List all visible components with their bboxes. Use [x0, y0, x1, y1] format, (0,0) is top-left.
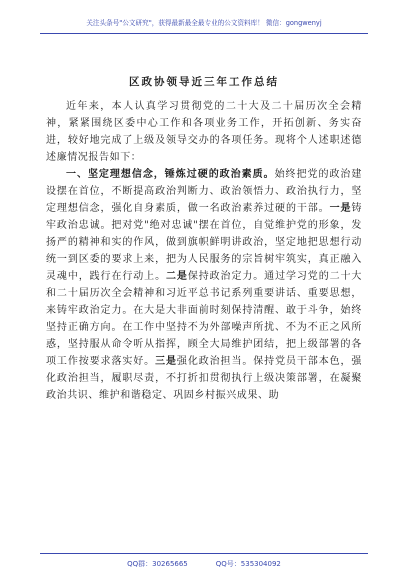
- point-label: 二是: [165, 271, 188, 282]
- section-heading: 一、坚定理想信念，锤炼过硬的政治素质。: [66, 169, 275, 180]
- footer-divider: [40, 553, 368, 554]
- document-body: [46, 98, 362, 404]
- point-label: 三是: [155, 356, 177, 367]
- document-title: 区政协领导近三年工作总结: [129, 76, 279, 88]
- point-heading: 保持政治定力。: [187, 271, 265, 282]
- header-divider: [40, 33, 368, 34]
- intro-paragraph: 近年来，本人认真学习贯彻党的二十大及二十届历次全会精神，紧紧围绕区委中心工作和各项业务工作，开拓创新、务实奋进，较好地完成了上级及领导交办的各项任务。现将个人述职述德述廉情况报告如下：: [46, 101, 362, 163]
- section-paragraph: [46, 166, 362, 404]
- point-heading: 铸牢政治忠诚。: [46, 203, 363, 231]
- footer-qq-group: QQ群：30265665: [127, 560, 188, 568]
- point-text: 保持党员干部本色，强化政治担当，履职尽责，不打折扣贯彻执行上级决策部署，在凝聚政治共识、维护和谐稳定、巩固乡村振兴成果、助: [46, 356, 363, 401]
- point-text: 通过学习党的二十大和二十届历次全会精神和习近平总书记系列重要讲话、重要思想，来铸牢政治定力。在大是大非面前时刻保持清醒、敢于斗争，始终坚持正确方向。在工作中坚持不为外部噪声所扰、不为不正之风所惑，坚持服从命令听从指挥，顾全大局维护团结，把上级部署的各项工作按要求落实好。: [46, 271, 363, 367]
- footer-qq: QQ号：535304092: [215, 560, 281, 568]
- point-heading: 强化政治担当。: [176, 356, 254, 367]
- footer: [0, 559, 408, 569]
- section-text: 始终把党的政治建设摆在首位，不断提高政治判断力、政治领悟力、政治执行力，坚定理想信念，强化自身素质，做一名政治素养过硬的干部。: [46, 169, 362, 214]
- header-banner: 关注头条号"公文研究"，获得最新最全最专业的公文资料库！ 微信：gongwenyj: [86, 19, 322, 27]
- point-text: 把对党"绝对忠诚"摆在首位，自觉维护党的形象，发扬严的精神和实的作风，做到旗帜鲜明讲政治，坚定地把思想行动统一到区委的要求上来，把为人民服务的宗旨树牢筑实，真正融入灵魂中，践行在行动上。: [46, 220, 362, 282]
- point-label: 一是: [329, 203, 352, 214]
